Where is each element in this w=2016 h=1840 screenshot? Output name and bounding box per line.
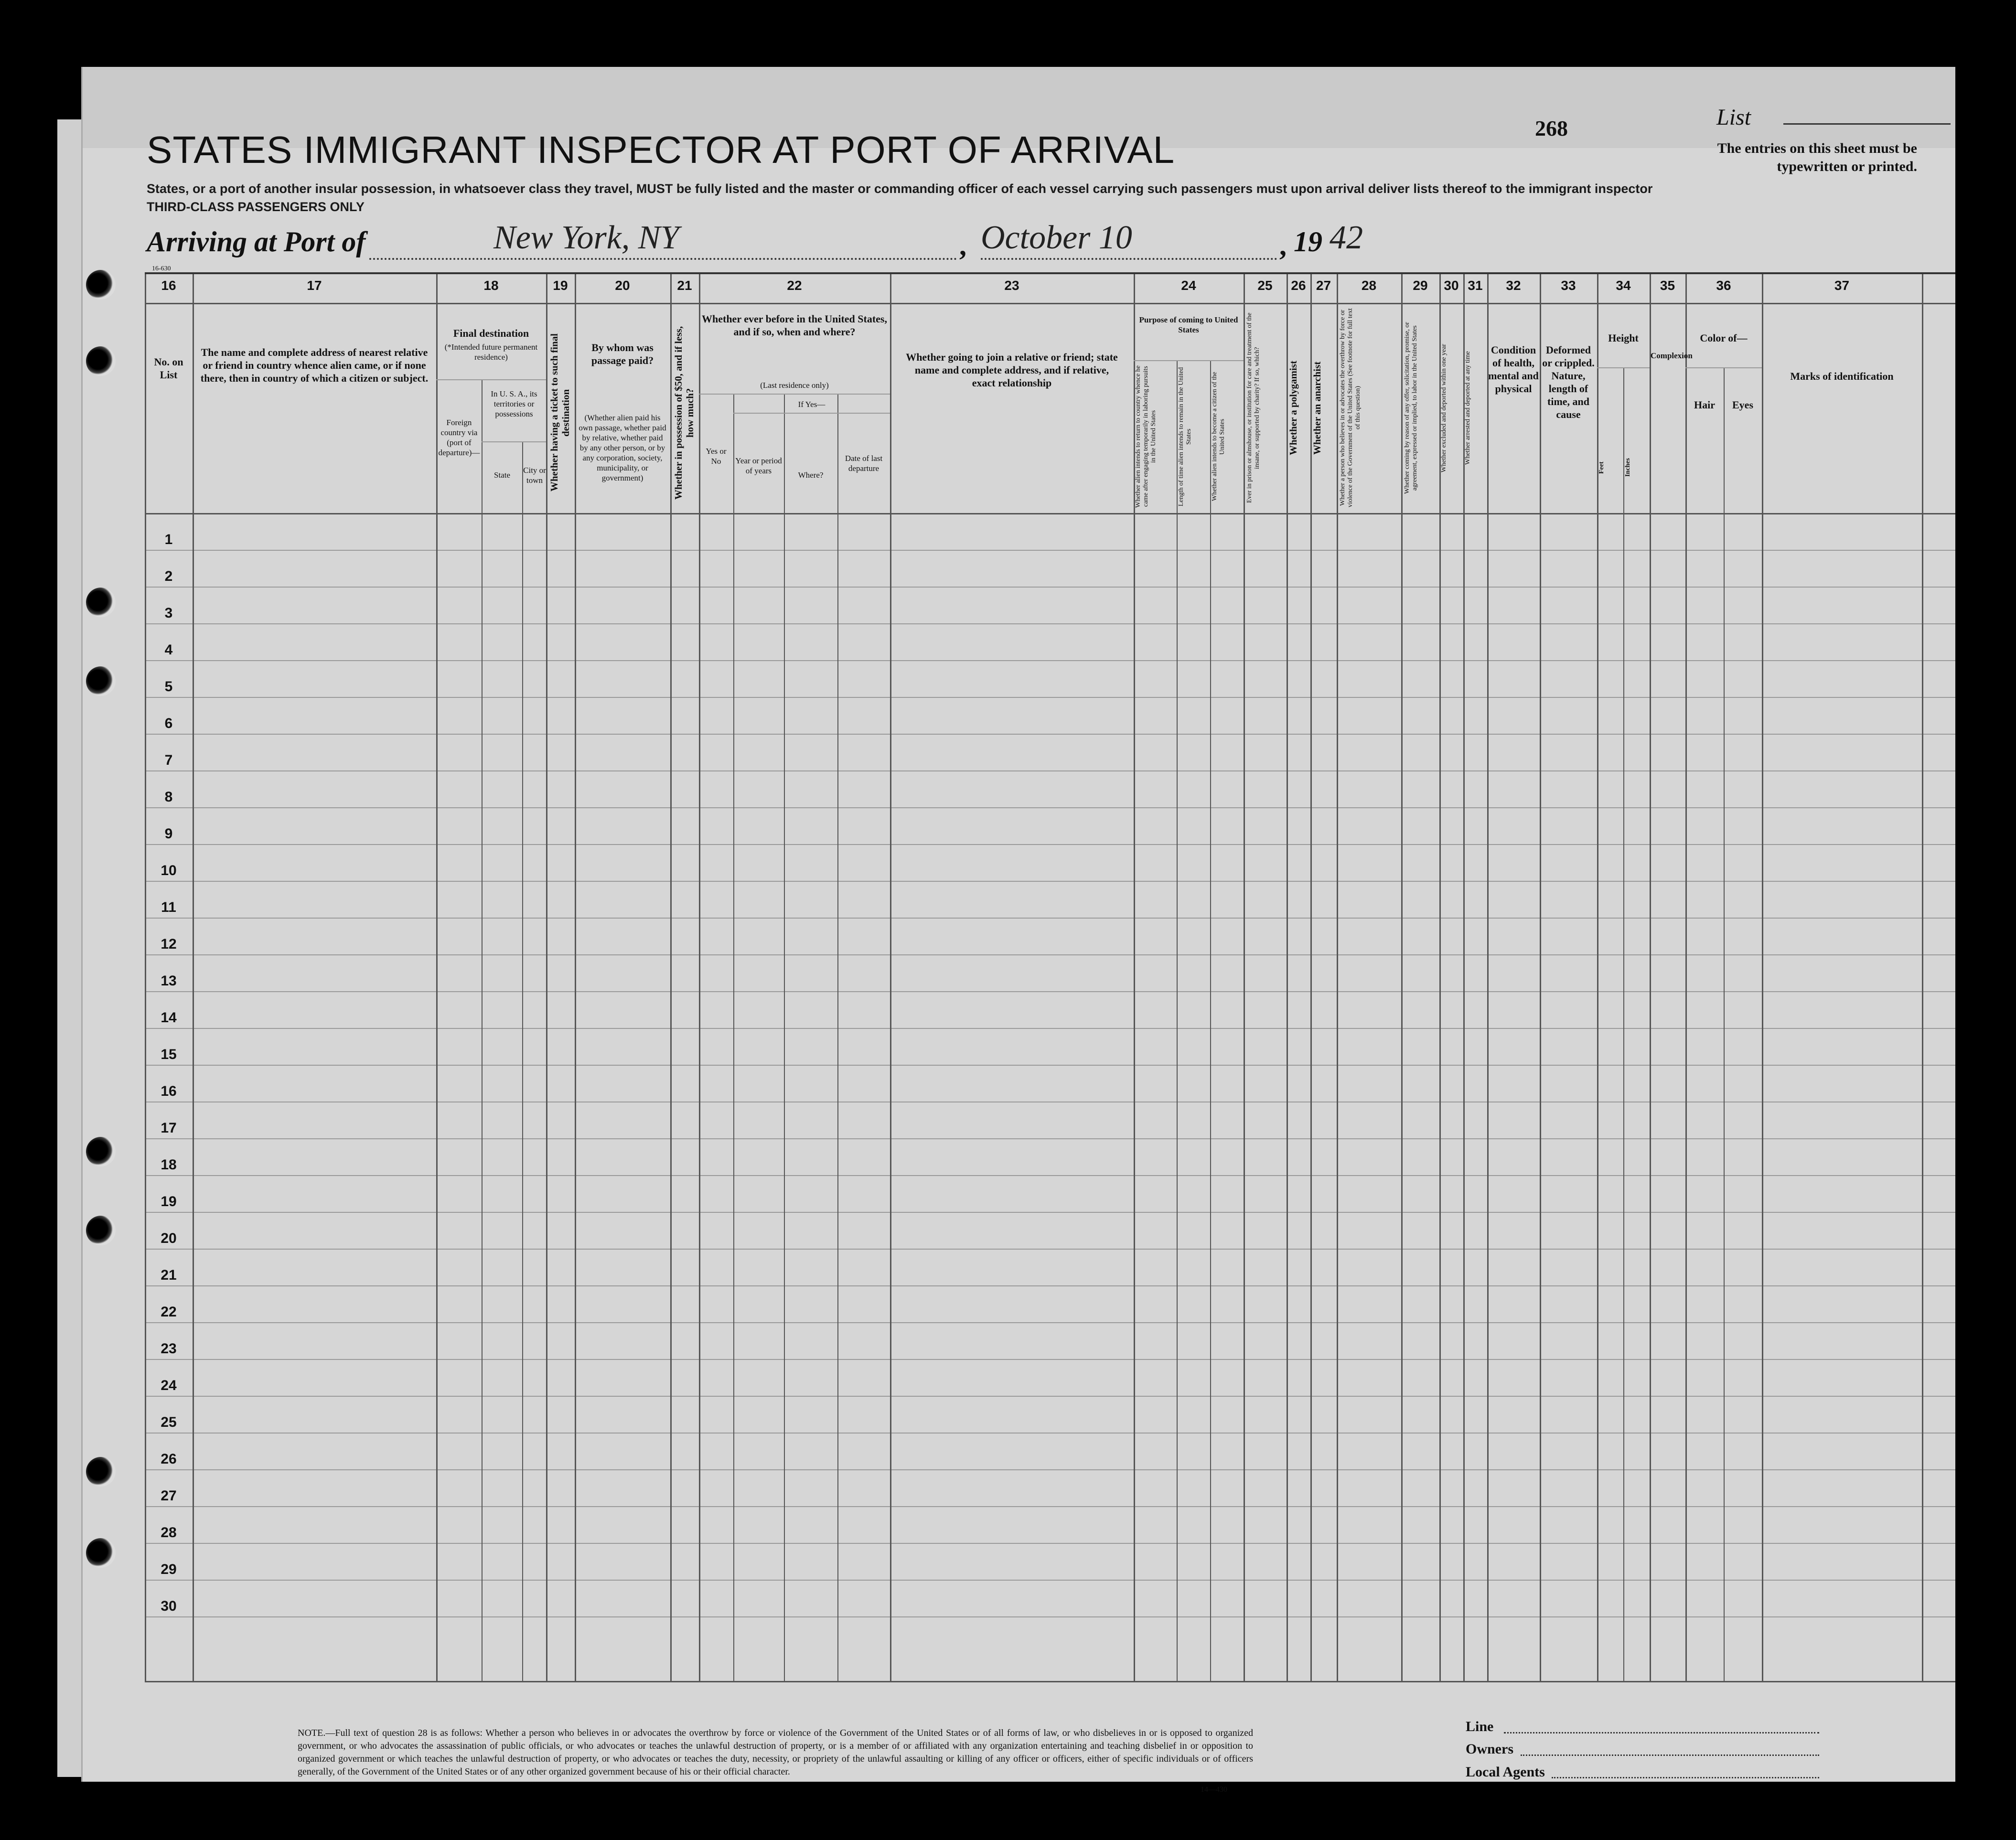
- binder-hole: [86, 1216, 116, 1245]
- row-number: 29: [161, 1562, 177, 1577]
- footnote-question-28: NOTE.—Full text of question 28 is as follows: Whether a person who believes in or advocates the overthrow by force or violence of the Government of the United States or of all forms of law, or who disbelieves in or is opposed to organized government, or who advocates the assassination of public officials, or who advocates or teaches the unlawful destruction of property, or is a member of or affiliated with any organization entertaining and teaching disbelief in or opposition to organized government or which teaches the unlawful destruction of property, or who advocates or teaches the duty, necessity, or propriety of the unlawful assaulting or killing of any officer or officers, either of specific individuals or of officers generally, of the Government of the United States or of any other organized government because of his or their official character.: [298, 1728, 1253, 1777]
- colnum-19: 19: [553, 278, 568, 293]
- sub-rule-22: [699, 394, 890, 395]
- row-number: 15: [161, 1047, 177, 1062]
- year-prefix: 19: [1294, 226, 1322, 257]
- hdr-final-destination: Final destination: [453, 327, 529, 339]
- row-number: 2: [164, 568, 173, 584]
- hdr-if-yes: If Yes—: [798, 400, 826, 409]
- sheet-number: 268: [1535, 116, 1568, 140]
- row-rule: [145, 1249, 1955, 1250]
- manifest-sheet: [81, 67, 1955, 1794]
- row-number: 4: [164, 642, 173, 658]
- binder-hole: [86, 1538, 116, 1568]
- vline: [1540, 274, 1541, 1681]
- row-number: 6: [164, 716, 173, 731]
- sub-rule-36: [1685, 367, 1762, 368]
- binder-hole: [86, 270, 116, 300]
- row-rule: [145, 1065, 1955, 1066]
- colnum-28: 28: [1361, 278, 1377, 293]
- form-code-bottom: 14—430: [1201, 1786, 1227, 1794]
- vline: [837, 394, 838, 1681]
- vline: [522, 441, 523, 1681]
- vline: [733, 394, 734, 1681]
- binder-hole: [86, 346, 116, 376]
- row-number: 28: [161, 1525, 177, 1540]
- vline: [546, 274, 547, 1681]
- row-number: 27: [161, 1488, 177, 1504]
- binder-hole: [86, 588, 116, 617]
- vline: [890, 274, 891, 1681]
- row-number: 25: [161, 1414, 177, 1430]
- vline: [1401, 274, 1403, 1681]
- hdr-year-period: Year or period of years: [735, 456, 782, 475]
- row-number: 8: [164, 789, 173, 805]
- vline: [699, 274, 700, 1681]
- port-handwritten: New York, NY: [493, 219, 679, 256]
- header-bottom-rule: [145, 513, 1955, 514]
- hdr-date-last-departure: Date of last departure: [845, 454, 883, 473]
- row-number: 17: [161, 1120, 177, 1136]
- colnum-26: 26: [1291, 278, 1306, 293]
- hdr-going-to-join: Whether going to join a relative or friend; state name and complete address, and if relative, exact relationship: [906, 351, 1118, 389]
- vline: [1337, 274, 1338, 1681]
- colnum-24: 24: [1181, 278, 1196, 293]
- vline: [193, 274, 194, 1681]
- colnum-22: 22: [787, 278, 802, 293]
- hdr-ever-before: Whether ever before in the United States, and if so, when and where?: [702, 313, 887, 338]
- hdr-purpose: Purpose of coming to United States: [1139, 315, 1238, 334]
- vline: [436, 274, 438, 1681]
- row-rule: [145, 1359, 1955, 1360]
- hdr-fifty-dollars: Whether in possession of $50, and if less, how much?: [673, 326, 696, 500]
- row-rule: [145, 770, 1955, 771]
- hdr-hair: Hair: [1694, 399, 1715, 411]
- row-rule: [145, 550, 1955, 551]
- row-number: 24: [161, 1378, 177, 1393]
- row-number: 30: [161, 1598, 177, 1614]
- colnum-23: 23: [1004, 278, 1019, 293]
- binder-hole: [86, 666, 116, 696]
- hdr-become-citizen: Whether alien intends to become a citizen of the United States: [1211, 372, 1226, 502]
- vline: [1762, 274, 1763, 1681]
- owners-label: Owners: [1466, 1741, 1513, 1757]
- row-number: 23: [161, 1341, 177, 1357]
- colnum-27: 27: [1316, 278, 1331, 293]
- colnum-31: 31: [1468, 278, 1483, 293]
- row-rule: [145, 1616, 1955, 1617]
- colnum-16: 16: [161, 278, 176, 293]
- row-number: 26: [161, 1451, 177, 1467]
- row-number: 7: [164, 752, 173, 768]
- row-number: 10: [161, 863, 177, 878]
- typewritten-instructions: The entries on this sheet must be typewritten or printed.: [1717, 140, 1917, 174]
- vline: [670, 274, 672, 1681]
- hdr-where: Where?: [798, 471, 824, 480]
- colnum-37: 37: [1834, 278, 1850, 293]
- row-rule: [145, 1580, 1955, 1581]
- list-line: [1783, 123, 1951, 125]
- manifest-grid: [145, 272, 1955, 1686]
- local-agents-rule: [1552, 1777, 1819, 1778]
- row-number: 18: [161, 1157, 177, 1173]
- vline: [1623, 367, 1624, 1681]
- hdr-arrested-deported: Whether arrested and deported at any time: [1464, 351, 1471, 465]
- binder-hole: [86, 1137, 116, 1166]
- vline: [482, 379, 483, 1681]
- hdr-in-usa: In U. S. A., its territories or possessions: [491, 389, 537, 418]
- subtitle-line-1: States, or a port of another insular possession, in whatsoever class they travel, MUST be fully listed and the master or commanding officer of each vessel carrying such passengers must upon arrival deliver lists thereof to the immigrant inspector: [147, 182, 1653, 196]
- vline: [1177, 360, 1178, 1681]
- form-subtitle: [147, 180, 1652, 216]
- row-number: 11: [161, 899, 176, 915]
- vline: [1244, 274, 1245, 1681]
- vline: [1650, 274, 1651, 1681]
- colnum-30: 30: [1444, 278, 1459, 293]
- date-handwritten: October 10: [981, 219, 1132, 256]
- hdr-foreign-country: Foreign country via (port of departure)—: [438, 418, 480, 457]
- vline: [1210, 360, 1211, 1681]
- hdr-complexion: Complexion: [1651, 351, 1693, 360]
- hdr-intends-return: Whether alien intends to return to country whence he came after engaging temporarily in laboring pursuits in the United States: [1135, 365, 1157, 508]
- vline: [575, 274, 576, 1681]
- hdr-marks-identification: Marks of identification: [1790, 370, 1894, 382]
- colnum-29: 29: [1413, 278, 1428, 293]
- hdr-eyes: Eyes: [1732, 399, 1753, 411]
- list-label: List: [1716, 105, 1751, 130]
- hdr-overthrow: Whether a person who believes in or advocates the overthrow by force or violence of the Government of the United States (See footnote for full text of this question): [1339, 308, 1362, 508]
- row-rule: [145, 1285, 1955, 1286]
- hdr-prison-almshouse: Ever in prison or almshouse, or institution for care and treatment of the insane, or supported by charity? If so, which?: [1246, 312, 1261, 503]
- arriving-label: Arriving at Port of: [147, 226, 366, 257]
- row-rule: [145, 991, 1955, 992]
- hdr-excluded-deported: Whether excluded and deported within one year: [1440, 343, 1448, 472]
- owners-rule: [1521, 1754, 1819, 1756]
- row-number: 1: [164, 532, 173, 547]
- sheet-edge: [57, 119, 81, 1777]
- colnum-35: 35: [1660, 278, 1675, 293]
- row-number: 5: [164, 679, 173, 695]
- sub-rule-18: [436, 379, 546, 380]
- year-handwritten: 42: [1330, 219, 1363, 256]
- hdr-deformed: Deformed or crippled. Nature, length of time, and cause: [1542, 344, 1595, 420]
- comma: ,: [959, 230, 966, 261]
- row-number: 9: [164, 826, 173, 842]
- sub-rule-22b: [733, 413, 890, 414]
- hdr-offer-solicitation: Whether coming by reason of any offer, solicitation, promise, or agreement, expressed or implied, to labor in the United States: [1404, 322, 1418, 494]
- line-rule: [1504, 1732, 1819, 1733]
- row-number: 21: [161, 1267, 177, 1283]
- vline: [1922, 274, 1923, 1681]
- line-label: Line: [1466, 1719, 1494, 1734]
- vline: [784, 394, 785, 1681]
- row-number: 3: [164, 605, 173, 621]
- hdr-ticket: Whether having a ticket to such final destination: [548, 333, 571, 492]
- row-rule: [145, 623, 1955, 624]
- vline: [1685, 274, 1687, 1681]
- grid-bottom-rule: [145, 1681, 1955, 1682]
- hdr-final-destination-note: (*Intended future permanent residence): [444, 342, 538, 362]
- row-rule: [145, 1469, 1955, 1470]
- row-rule: [145, 1028, 1955, 1029]
- form-title: STATES IMMIGRANT INSPECTOR AT PORT OF ARRIVAL: [147, 128, 1175, 171]
- hdr-feet: Feet: [1598, 461, 1605, 474]
- hdr-passage-paid: By whom was passage paid?: [591, 342, 654, 366]
- colnum-25: 25: [1257, 278, 1273, 293]
- row-number: 22: [161, 1304, 177, 1320]
- row-rule: [145, 1543, 1955, 1544]
- row-rule: [145, 1396, 1955, 1397]
- row-rule: [145, 881, 1955, 882]
- row-rule: [145, 697, 1955, 698]
- colnum-36: 36: [1716, 278, 1731, 293]
- hdr-no-on-list: No. on List: [154, 356, 183, 381]
- hdr-state: State: [494, 471, 510, 480]
- subtitle-line-2: THIRD-CLASS PASSENGERS ONLY: [147, 200, 365, 214]
- colnum-17: 17: [307, 278, 322, 293]
- row-rule: [145, 1138, 1955, 1139]
- vline: [1487, 274, 1489, 1681]
- colnum-18: 18: [483, 278, 499, 293]
- hdr-height: Height: [1608, 332, 1639, 344]
- row-number: 13: [161, 973, 177, 989]
- vline: [1724, 367, 1725, 1681]
- local-agents-label: Local Agents: [1466, 1764, 1545, 1780]
- row-number: 19: [161, 1194, 177, 1209]
- sub-rule-24: [1134, 360, 1244, 361]
- row-rule: [145, 660, 1955, 661]
- row-rule: [145, 734, 1955, 735]
- date-line: [981, 258, 1277, 260]
- row-rule: [145, 844, 1955, 845]
- binder-hole: [86, 1457, 116, 1487]
- hdr-nearest-relative: The name and complete address of nearest relative or friend in country whence alien came, or if none there, then in country of which a citizen or subject.: [200, 346, 429, 384]
- form-code-top: 16-630: [152, 265, 171, 272]
- hdr-ever-before-note: (Last residence only): [760, 381, 829, 390]
- row-number: 12: [161, 936, 177, 952]
- hdr-city-or-town: City or town: [523, 466, 546, 485]
- sub-rule-34: [1597, 367, 1650, 368]
- row-rule: [145, 587, 1955, 588]
- hdr-passage-paid-note: (Whether alien paid his own passage, whether paid by relative, whether paid by any other person, or by any corporation, society, municipality, or government): [579, 413, 666, 482]
- row-rule: [145, 918, 1955, 919]
- hdr-inches: Inches: [1624, 458, 1631, 477]
- colnum-rule: [145, 303, 1955, 304]
- colnum-32: 32: [1506, 278, 1521, 293]
- row-rule: [145, 1212, 1955, 1213]
- sub-rule-18b: [482, 441, 546, 442]
- port-line: [369, 258, 957, 260]
- hdr-yes-or-no: Yes or No: [706, 447, 727, 466]
- colnum-33: 33: [1561, 278, 1576, 293]
- colnum-20: 20: [615, 278, 630, 293]
- row-rule: [145, 1175, 1955, 1176]
- row-rule: [145, 807, 1955, 808]
- colnum-34: 34: [1616, 278, 1631, 293]
- row-number: 16: [161, 1083, 177, 1099]
- hdr-length-of-time: Length of time alien intends to remain in the United States: [1178, 367, 1192, 506]
- row-number: 20: [161, 1230, 177, 1246]
- hdr-condition-health: Condition of health, mental and physical: [1488, 344, 1539, 395]
- comma-2: ,: [1279, 230, 1287, 261]
- hdr-color-of: Color of—: [1700, 332, 1748, 344]
- colnum-21: 21: [677, 278, 692, 293]
- hdr-polygamist: Whether a polygamist: [1287, 361, 1299, 455]
- row-number: 14: [161, 1010, 177, 1026]
- hdr-anarchist: Whether an anarchist: [1311, 361, 1323, 455]
- row-rule: [145, 1322, 1955, 1323]
- row-rule: [145, 1506, 1955, 1507]
- row-rule: [145, 954, 1955, 955]
